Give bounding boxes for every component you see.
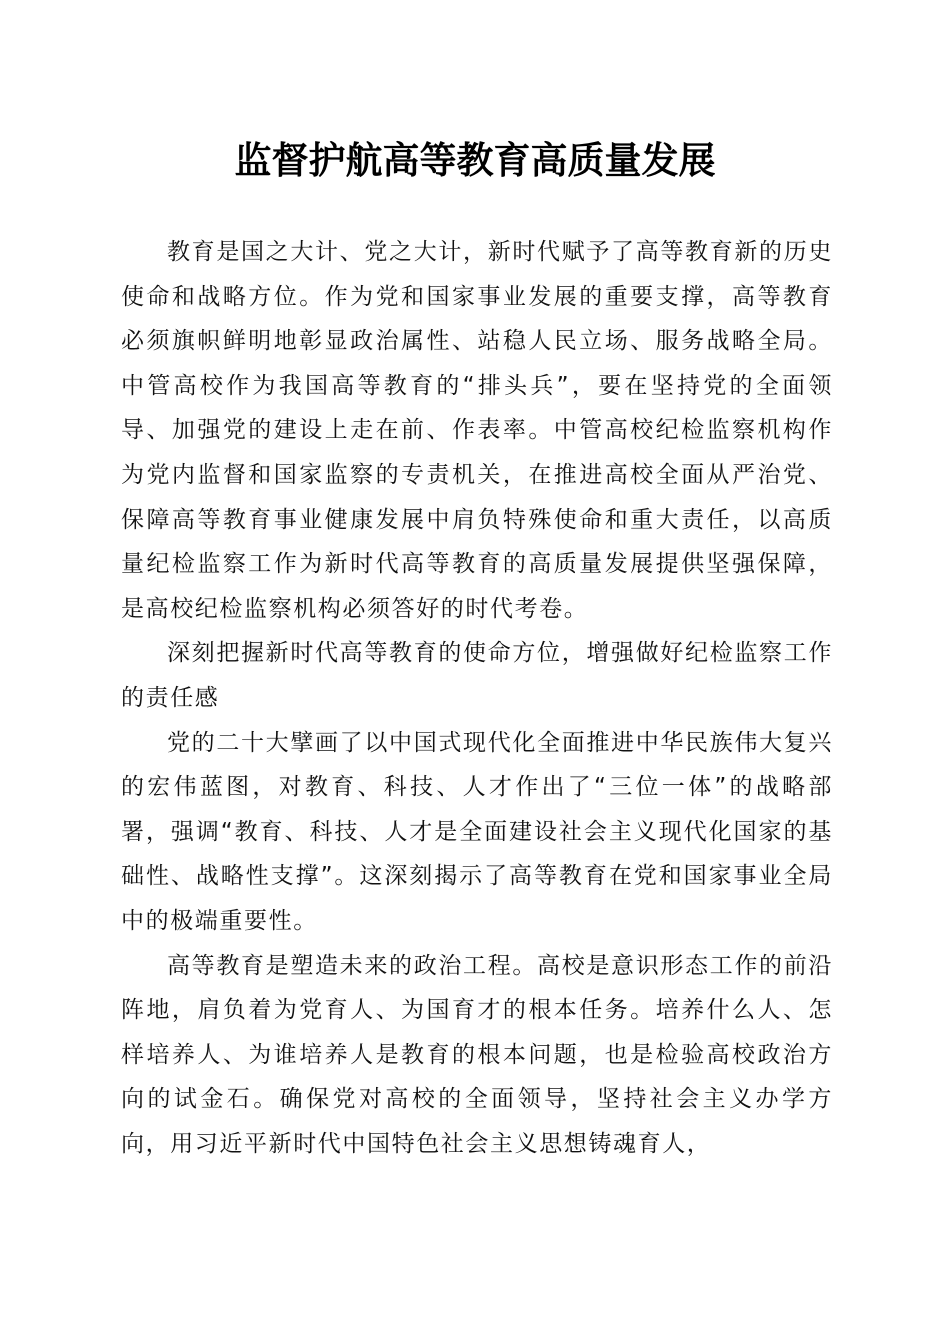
document-title: 监督护航高等教育高质量发展 xyxy=(234,138,716,182)
paragraph-twentieth-congress: 党的二十大擘画了以中国式现代化全面推进中华民族伟大复兴的宏伟蓝图，对教育、科技、人才作出了“三位一体”的战略部署，强调“教育、科技、人才是全面建设社会主义现代化国家的基础性、战略性支撑”。这深刻揭示了高等教育在党和国家事业全局中的极端重要性。 xyxy=(121,729,833,934)
paragraph-political-project: 高等教育是塑造未来的政治工程。高校是意识形态工作的前沿阵地，肩负着为党育人、为国育才的根本任务。培养什么人、怎样培养人、为谁培养人是教育的根本问题，也是检验高校政治方向的试金石。确保党对高校的全面领导，坚持社会主义办学方向，用习近平新时代中国特色社会主义思想铸魂育人， xyxy=(121,952,833,1157)
document-body xyxy=(121,230,833,1166)
paragraph-section-heading: 深刻把握新时代高等教育的使命方位，增强做好纪检监察工作的责任感 xyxy=(121,640,833,711)
paragraph-intro: 教育是国之大计、党之大计，新时代赋予了高等教育新的历史使命和战略方位。作为党和国家事业发展的重要支撑，高等教育必须旗帜鲜明地彰显政治属性、站稳人民立场、服务战略全局。中管高校作为我国高等教育的“排头兵”，要在坚持党的全面领导、加强党的建设上走在前、作表率。中管高校纪检监察机构作为党内监督和国家监察的专责机关，在推进高校全面从严治党、保障高等教育事业健康发展中肩负特殊使命和重大责任，以高质量纪检监察工作为新时代高等教育的高质量发展提供坚强保障，是高校纪检监察机构必须答好的时代考卷。 xyxy=(121,239,833,622)
